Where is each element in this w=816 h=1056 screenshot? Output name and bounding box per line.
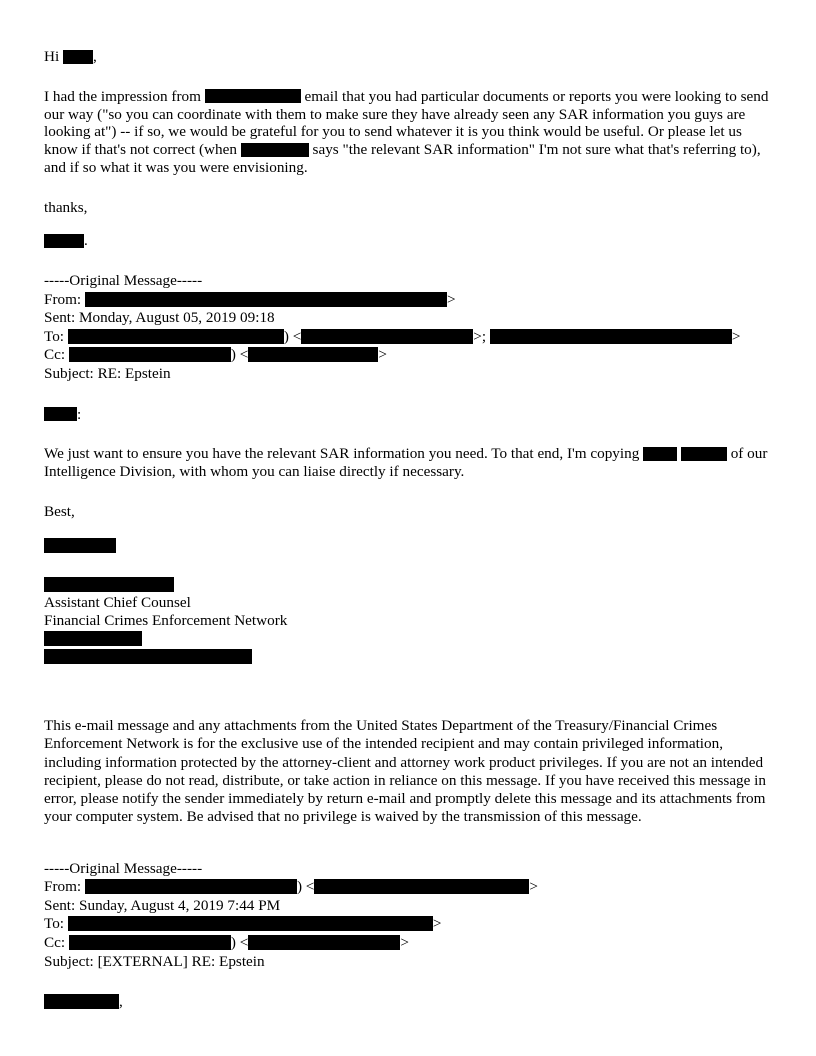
subject-line-2 [44,953,772,972]
sent-line-1 [44,309,772,328]
from-line-1 [44,291,772,310]
salutation-3-suffix: , [119,993,123,1011]
to-label: To: [44,327,65,345]
spacer [44,521,772,537]
to-line-2 [44,915,772,934]
redaction-bar [69,347,231,362]
redaction-bar [44,577,174,592]
from-angle-open: < [305,878,315,896]
best-line: Best, [44,502,75,520]
redaction-bar [44,538,116,553]
to-angle-close: >; [473,327,487,345]
signoff-line [44,232,772,250]
body1-segment-a: I had the impression from [44,87,201,105]
from-line-2 [44,878,772,897]
redaction-bar [69,935,231,950]
to-label: To: [44,915,65,933]
cc-paren: ) [230,934,236,951]
body2-segment-a: We just want to ensure you have the relevant SAR information you need. To that end, I'm copying [44,445,640,463]
spacer [44,177,772,199]
signature-org: Financial Crimes Enforcement Network [44,612,288,629]
salutation-3 [44,993,772,1011]
signature-contact-2 [44,648,772,666]
cc-angle-open: < [239,346,249,364]
body-paragraph-1 [44,88,772,177]
subject-label: Subject: [44,364,94,382]
redaction-bar [44,631,142,646]
redaction-bar [314,879,529,894]
signature-line-2 [44,576,772,594]
redaction-bar [490,329,732,344]
cc-label: Cc: [44,934,66,951]
body2-segment-b: of our Intelligence Division, with whom you can liaise directly if necessary. [44,445,768,481]
sent-value: Sunday, August 4, 2019 7:44 PM [79,896,281,914]
from-paren: ) [296,878,302,896]
redaction-bar [44,407,77,421]
signoff-suffix: . [84,232,88,250]
thanks-line: thanks, [44,198,88,216]
redaction-bar [44,649,252,664]
to-line-1 [44,328,772,347]
redaction-bar [241,143,309,157]
spacer [44,554,772,576]
cc-paren: ) [230,346,236,364]
greeting-prefix: Hi [44,48,60,65]
to-angle-close: > [432,915,442,933]
cc-angle-open: < [239,934,249,951]
body1-segment-b: email that you had particular documents or reports you were looking to send our way ("so you can coordinate with them to make sure they have already seen any SAR information you guys are looking at") -- if so, we would be grateful for you to send whatever it is you think would be useful. Or please let us know if that's not correct (when [44,87,769,159]
redaction-bar [44,234,84,248]
redaction-bar [643,447,677,461]
spacer [44,384,772,406]
body1-segment-c: says "the relevant SAR information" I'm not sure what that's referring to), and if so what it was you were envisioning. [44,141,761,176]
greeting-line [44,48,772,66]
redaction-bar [248,347,378,362]
to-angle-close-2: > [731,327,741,345]
redaction-bar [68,916,433,931]
redaction-bar [681,447,727,461]
spacer [44,250,772,272]
body-paragraph-2 [44,445,772,481]
email-thread [44,48,772,1011]
original-message-separator-2: -----Original Message----- [44,859,203,877]
spacer [44,826,772,860]
from-label: From: [44,290,82,308]
spacer [44,665,772,717]
redaction-bar [63,50,93,64]
from-suffix: > [446,290,456,308]
to-angle-open: < [292,327,302,345]
cc-angle-close: > [378,346,387,364]
redaction-bar [68,329,284,344]
sent-line-2 [44,897,772,916]
salutation-2-suffix: : [77,405,82,423]
from-angle-close: > [529,878,538,896]
legal-disclaimer: This e-mail message and any attachments from the United States Department of the Treasury/Financial Crimes Enforcement Network is for the exclusive use of the intended recipient and may contain privileged information, including information protected by the attorney-client and attorney work product privileges. If you are not an intended recipient, please do not read, distribute, or take action in reliance on this message. If you have received this message in error, please notify the sender immediately by return e-mail and promptly delete this message and its attachments from your computer system. Be advised that no privilege is waived by the transmission of this message. [44,717,766,825]
spacer [44,216,772,232]
salutation-2 [44,406,772,424]
sent-value: Monday, August 05, 2019 09:18 [79,309,275,327]
from-label: From: [44,878,82,896]
greeting-suffix: , [92,48,97,65]
signature-title: Assistant Chief Counsel [44,594,191,612]
spacer [44,971,772,993]
redaction-bar [85,292,447,307]
cc-line-2 [44,934,772,953]
original-message-separator-1: -----Original Message----- [44,272,203,290]
redaction-bar [301,329,473,344]
cc-line-1 [44,346,772,365]
redaction-bar [85,879,297,894]
subject-line-1 [44,365,772,384]
signature-contact-1 [44,630,772,648]
spacer [44,423,772,445]
signature-name [44,537,772,555]
sent-label: Sent: [44,896,76,914]
subject-value: RE: Epstein [97,364,171,382]
to-paren: ) [283,327,289,345]
cc-angle-close: > [400,934,409,951]
subject-label: Subject: [44,952,94,970]
redaction-bar [44,994,119,1009]
spacer [44,481,772,503]
spacer [44,66,772,88]
cc-label: Cc: [44,346,66,364]
redaction-bar [248,935,400,950]
redaction-bar [205,89,301,103]
subject-value: [EXTERNAL] RE: Epstein [97,952,265,970]
sent-label: Sent: [44,309,76,327]
